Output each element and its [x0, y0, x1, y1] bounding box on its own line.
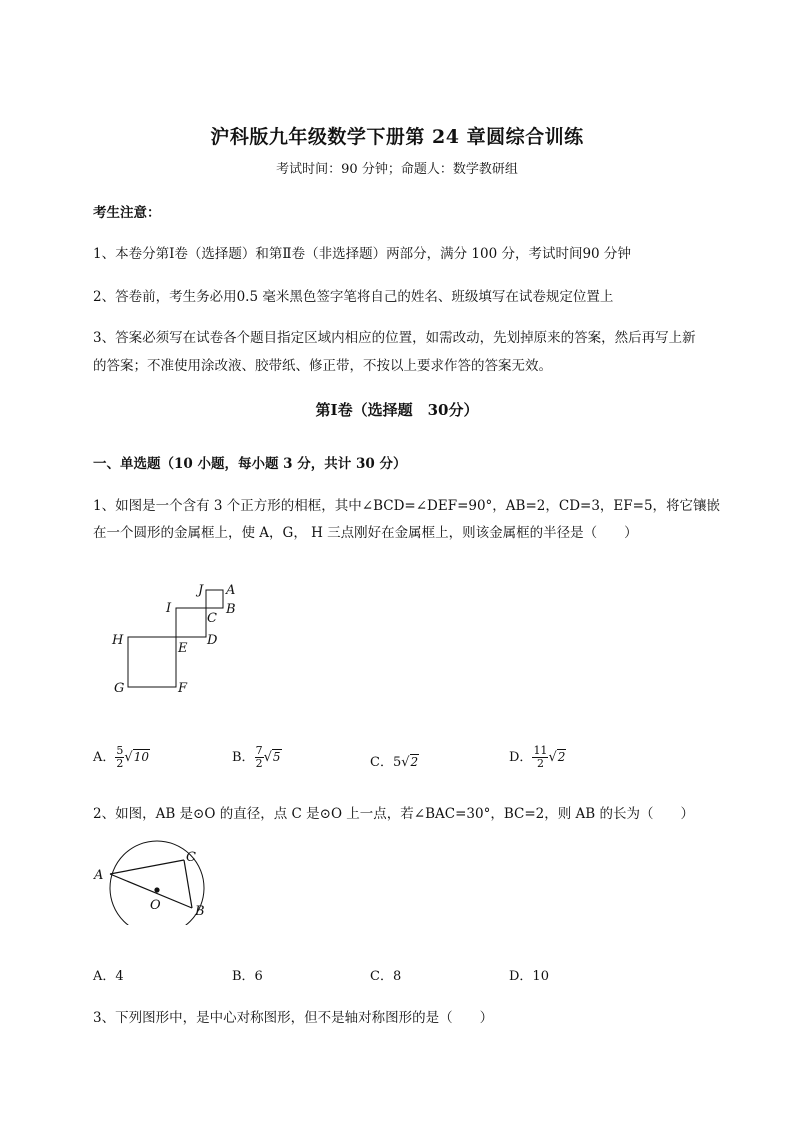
q1-option-a[interactable] — [93, 745, 150, 770]
option-letter: B． — [232, 750, 255, 765]
label-a: A — [94, 868, 104, 883]
chord-bc — [184, 860, 192, 908]
radical: √5 — [263, 750, 281, 765]
q1-text-line-2: 在一个圆形的金属框上，使 A，G， H 三点刚好在金属框上，则该金属框的半径是（ ） — [93, 525, 638, 541]
option-letter: A． — [93, 750, 116, 765]
q2-option-c[interactable]: C．8 — [370, 969, 402, 984]
label-o: O — [150, 898, 161, 913]
q2-circle-figure — [88, 840, 218, 925]
q1-option-c[interactable] — [370, 751, 419, 770]
q2-option-a[interactable]: A．4 — [93, 969, 124, 984]
label-c: C — [207, 611, 217, 626]
label-b: B — [226, 602, 236, 617]
q1-option-b[interactable] — [232, 745, 282, 770]
notice-heading: 考生注意： — [93, 205, 161, 221]
radicand: 5 — [272, 750, 281, 764]
label-h: H — [112, 633, 124, 648]
label-i: I — [166, 601, 172, 616]
notice-item-3: 3、答案必须写在试卷各个题目指定区域内相应的位置，如需改动，先划掉原来的答案，然后再写上新 — [93, 330, 696, 346]
label-f: F — [178, 681, 188, 696]
part-heading: 一、单选题（10 小题，每小题 3 分，共计 30 分） — [93, 456, 407, 472]
radical: √2 — [548, 750, 566, 765]
center-point — [154, 887, 159, 892]
label-b: B — [195, 904, 205, 919]
coefficient: 5 — [392, 755, 402, 770]
fraction — [532, 745, 548, 770]
denominator: 2 — [536, 757, 544, 770]
q1-squares-figure — [100, 578, 260, 698]
denominator: 2 — [255, 757, 263, 770]
square-medium — [176, 608, 206, 637]
radical: √2 — [401, 755, 419, 770]
label-g: G — [114, 681, 125, 696]
section-title: 第Ⅰ卷（选择题 30分） — [315, 401, 479, 419]
square-small — [206, 590, 223, 608]
notice-item-3-cont: 的答案；不准使用涂改液、胶带纸、修正带，不按以上要求作答的答案无效。 — [93, 358, 552, 374]
radicand: 2 — [557, 750, 566, 764]
numerator: 7 — [255, 744, 263, 757]
radicand: 10 — [133, 750, 149, 764]
q1-text-line-1: 1、如图是一个含有 3 个正方形的相框，其中∠BCD=∠DEF=90°，AB=2，CD=3，EF=5，将它镶嵌 — [93, 498, 721, 514]
denominator: 2 — [116, 757, 124, 770]
radicand: 2 — [410, 755, 419, 769]
numerator: 5 — [116, 744, 124, 757]
option-letter: D． — [509, 750, 533, 765]
q3-text: 3、下列图形中，是中心对称图形，但不是轴对称图形的是（ ） — [93, 1010, 494, 1026]
option-letter: C． — [370, 755, 393, 770]
label-a: A — [226, 583, 236, 598]
fraction — [115, 745, 124, 770]
radical: √10 — [124, 750, 149, 765]
q2-text: 2、如图，AB 是⊙O 的直径，点 C 是⊙O 上一点，若∠BAC=30°，BC=2，则 AB 的长为（ ） — [93, 806, 695, 822]
chord-ac — [110, 860, 184, 874]
q1-option-d[interactable] — [509, 745, 566, 770]
exam-info: 考试时间：90 分钟；命题人：数学教研组 — [276, 162, 518, 177]
numerator: 11 — [533, 744, 548, 757]
label-d: D — [207, 633, 218, 648]
notice-item-1: 1、本卷分第Ⅰ卷（选择题）和第Ⅱ卷（非选择题）两部分，满分 100 分，考试时间90 分钟 — [93, 246, 631, 262]
square-large — [128, 637, 176, 687]
label-e: E — [178, 641, 188, 656]
label-c: C — [186, 850, 196, 865]
notice-item-2: 2、答卷前，考生务必用0.5 毫米黑色签字笔将自己的姓名、班级填写在试卷规定位置上 — [93, 289, 614, 305]
label-j: J — [198, 583, 204, 598]
q2-option-b[interactable]: B．6 — [232, 969, 263, 984]
q2-option-d[interactable]: D．10 — [509, 969, 549, 984]
page-title: 沪科版九年级数学下册第 24 章圆综合训练 — [210, 126, 584, 148]
fraction — [255, 745, 264, 770]
